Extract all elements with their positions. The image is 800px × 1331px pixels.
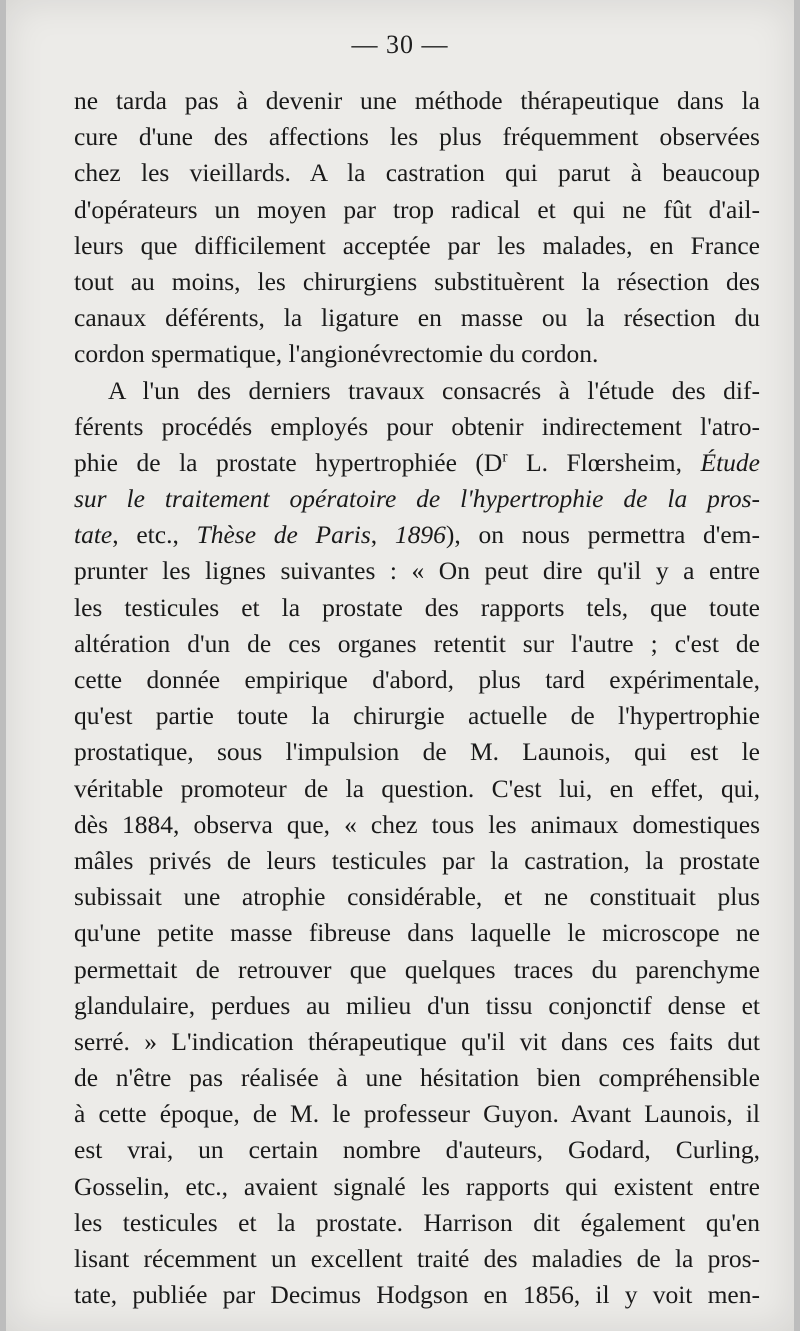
text-line: de n'être pas réalisée à une hésitation bien compréhensible — [74, 1063, 760, 1093]
text-line: cure d'une des affections les plus fréquemment observées — [74, 122, 760, 152]
text-line: permettait de retrouver que quelques traces du parenchyme — [74, 954, 760, 984]
text-line: tate, publiée par Decimus Hodgson en 1856, il y voit men- — [74, 1280, 760, 1310]
text-line: à cette époque, de M. le professeur Guyon. Avant Launois, il — [74, 1099, 760, 1129]
text-line: canaux déférents, la ligature en masse ou la résection du — [74, 303, 760, 333]
text-line: cette donnée empirique d'abord, plus tard expérimentale, — [74, 665, 760, 694]
text-line: tate, etc., Thèse de Paris, 1896), on nous permettra d'em- — [74, 520, 760, 550]
text-line: lisant récemment un excellent traité des maladies de la pros- — [74, 1244, 760, 1273]
text-line: Gosselin, etc., avaient signalé les rapports qui existent entre — [74, 1171, 760, 1201]
text-line: les testicules et la prostate des rapports tels, que toute — [74, 592, 760, 622]
text-line: chez les vieillards. A la castration qui parut à beaucoup — [74, 158, 760, 188]
text-line: férents procédés employés pour obtenir indirectement l'atro- — [74, 411, 760, 441]
text-line: A l'un des derniers travaux consacrés à l'étude des dif- — [108, 375, 760, 405]
page-number: — 30 — — [351, 30, 449, 59]
text-line: tout au moins, les chirurgiens substituèrent la résection des — [74, 266, 760, 296]
text-line: cordon spermatique, l'angionévrectomie du cordon. — [74, 339, 599, 369]
text-line: dès 1884, observa que, « chez tous les animaux domestiques — [74, 809, 760, 839]
text-line: mâles privés de leurs testicules par la castration, la prostate — [74, 845, 760, 875]
text-line: prostatique, sous l'impulsion de M. Launois, qui est le — [74, 737, 760, 767]
body-text — [74, 83, 760, 1313]
text-line: véritable promoteur de la question. C'est lui, en effet, qui, — [74, 773, 760, 803]
text-line: altération d'un de ces organes retentit sur l'autre ; c'est de — [74, 628, 760, 658]
text-line: phie de la prostate hypertrophiée ($D^r$ L. Flœrsheim, Étude — [74, 447, 760, 477]
text-line: prunter les lignes suivantes : « On peut dire qu'il y a entre — [74, 556, 760, 586]
text-line: glandulaire, perdues au milieu d'un tissu conjonctif dense et — [74, 990, 760, 1020]
text-line: qu'est partie toute la chirurgie actuelle de l'hypertrophie — [74, 701, 760, 731]
book-page — [6, 0, 794, 1331]
text-line: est vrai, un certain nombre d'auteurs, Godard, Curling, — [74, 1135, 760, 1165]
text-line: leurs que difficilement acceptée par les malades, en France — [74, 230, 760, 260]
text-line: qu'une petite masse fibreuse dans laquelle le microscope ne — [74, 918, 760, 948]
text-line: ne tarda pas à devenir une méthode thérapeutique dans la — [74, 86, 760, 115]
text-line: sur le traitement opératoire de l'hypertrophie de la pros- — [74, 484, 760, 514]
text-line: d'opérateurs un moyen par trop radical et qui ne fût d'ail- — [74, 194, 760, 224]
text-line: subissait une atrophie considérable, et ne constituait plus — [74, 882, 760, 912]
text-line: les testicules et la prostate. Harrison dit également qu'en — [74, 1207, 760, 1237]
text-line: serré. » L'indication thérapeutique qu'il vit dans ces faits dut — [74, 1026, 760, 1056]
